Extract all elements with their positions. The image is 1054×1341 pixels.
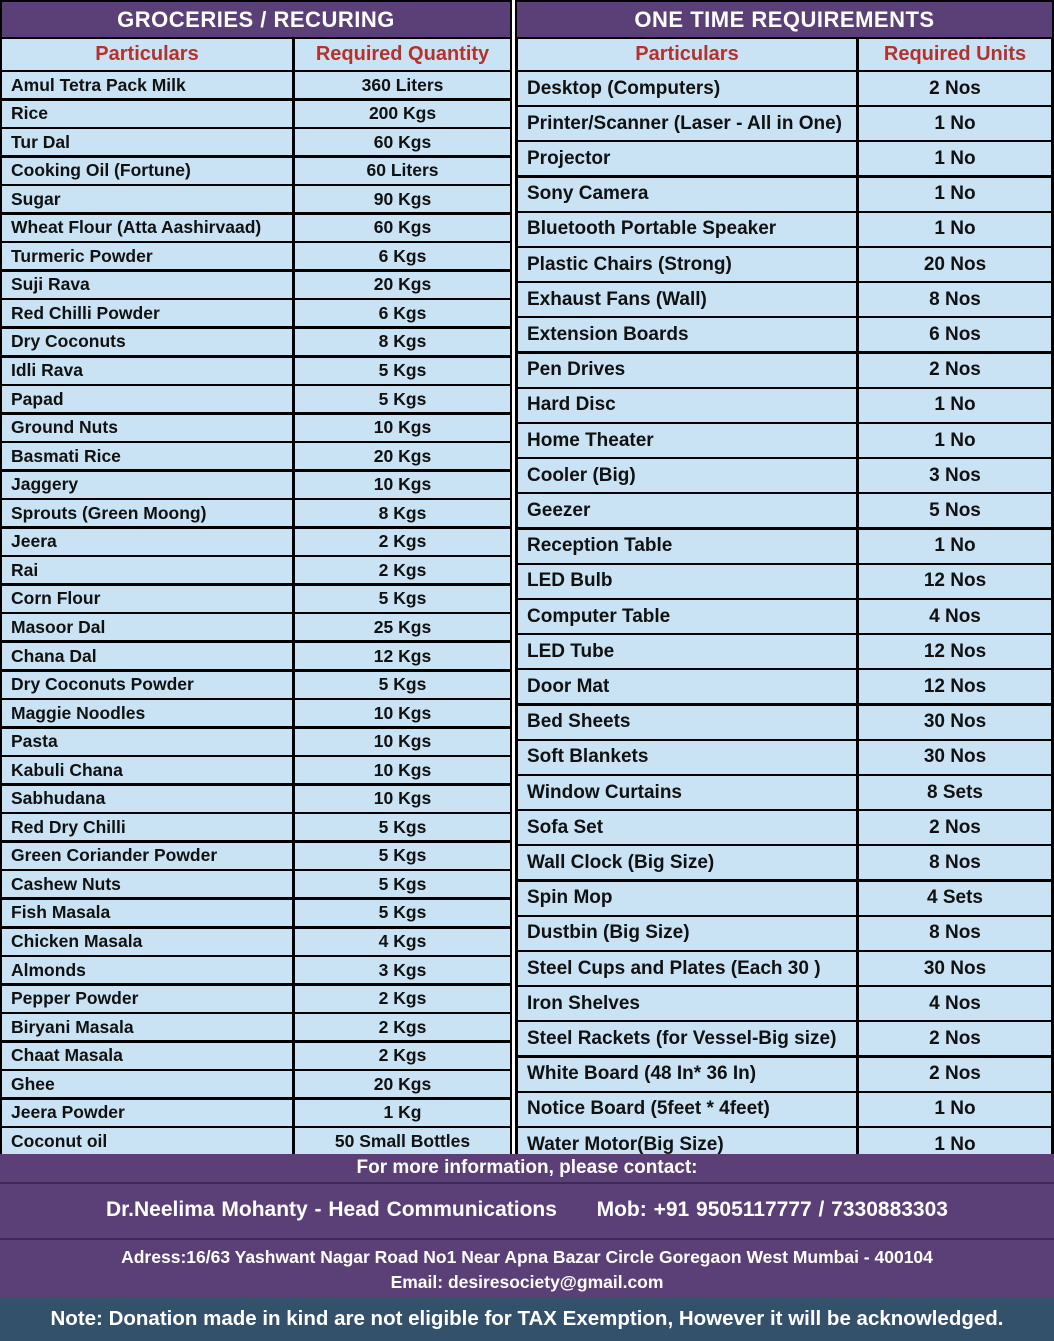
table-row (0, 900, 512, 926)
table-row (0, 1014, 512, 1040)
item-name: Chaat Masala (2, 1043, 292, 1069)
item-name: Idli Rava (2, 358, 292, 384)
item-name: Water Motor(Big Size) (518, 1128, 856, 1161)
table-row (0, 443, 512, 469)
table-row (515, 1058, 1054, 1091)
table-row (515, 318, 1054, 351)
table-row (0, 300, 512, 326)
one-time-title: ONE TIME REQUIREMENTS (517, 2, 1052, 37)
table-row (515, 142, 1054, 175)
item-name: Biryani Masala (2, 1014, 292, 1040)
table-row (0, 500, 512, 526)
item-quantity: 10 Kgs (295, 786, 510, 812)
table-row (0, 614, 512, 640)
table-row (515, 565, 1054, 598)
table-row (0, 843, 512, 869)
item-quantity: 12 Nos (859, 565, 1051, 598)
item-quantity: 60 Liters (295, 158, 510, 184)
item-quantity: 12 Nos (859, 635, 1051, 668)
item-name: Chicken Masala (2, 929, 292, 955)
item-name: Printer/Scanner (Laser - All in One) (518, 107, 856, 140)
one-time-particulars-header: Particulars (518, 39, 856, 70)
table-row (0, 1100, 512, 1126)
table-row (0, 529, 512, 555)
item-quantity: 20 Kgs (295, 272, 510, 298)
item-name: Basmati Rice (2, 443, 292, 469)
table-row (0, 415, 512, 441)
item-name: Dry Coconuts (2, 329, 292, 355)
item-quantity: 8 Kgs (295, 329, 510, 355)
item-quantity: 4 Sets (859, 882, 1051, 915)
item-name: Home Theater (518, 424, 856, 457)
item-name: Cooler (Big) (518, 459, 856, 492)
contact-prompt: For more information, please contact: (356, 1157, 698, 1178)
table-row (515, 389, 1054, 422)
groceries-table (0, 0, 512, 1154)
item-name: LED Bulb (518, 565, 856, 598)
item-quantity: 10 Kgs (295, 700, 510, 726)
table-row (0, 186, 512, 212)
groceries-particulars-header: Particulars (2, 39, 292, 70)
item-name: Sabhudana (2, 786, 292, 812)
item-quantity: 2 Kgs (295, 1014, 510, 1040)
table-row (0, 386, 512, 412)
item-quantity: 200 Kgs (295, 101, 510, 127)
table-row (515, 917, 1054, 950)
item-name: Rice (2, 101, 292, 127)
table-row (515, 213, 1054, 246)
table-row (0, 72, 512, 98)
item-name: Desktop (Computers) (518, 72, 856, 105)
item-name: Masoor Dal (2, 614, 292, 640)
table-row (515, 530, 1054, 563)
item-name: Bed Sheets (518, 706, 856, 739)
item-name: Cooking Oil (Fortune) (2, 158, 292, 184)
contact-person: Dr.Neelima Mohanty - Head Communications (106, 1198, 557, 1221)
item-name: Turmeric Powder (2, 243, 292, 269)
item-quantity: 8 Nos (859, 283, 1051, 316)
table-row (0, 700, 512, 726)
item-name: Reception Table (518, 530, 856, 563)
item-name: Amul Tetra Pack Milk (2, 72, 292, 98)
item-name: Dry Coconuts Powder (2, 672, 292, 698)
item-quantity: 30 Nos (859, 706, 1051, 739)
item-name: Jeera (2, 529, 292, 555)
item-quantity: 1 No (859, 530, 1051, 563)
one-time-requirements-table (515, 0, 1054, 1154)
item-name: Pen Drives (518, 354, 856, 387)
item-quantity: 5 Kgs (295, 586, 510, 612)
item-name: Jaggery (2, 472, 292, 498)
groceries-title: GROCERIES / RECURING (2, 2, 510, 37)
item-quantity: 8 Nos (859, 846, 1051, 879)
table-row (0, 1128, 512, 1154)
item-name: Fish Masala (2, 900, 292, 926)
contact-footer (0, 1154, 1054, 1341)
table-row (515, 1022, 1054, 1055)
item-quantity: 1 No (859, 424, 1051, 457)
item-name: Dustbin (Big Size) (518, 917, 856, 950)
table-row (515, 72, 1054, 105)
item-quantity: 3 Nos (859, 459, 1051, 492)
contact-mobile: Mob: +91 9505117777 / 7330883303 (596, 1198, 948, 1221)
item-quantity: 12 Kgs (295, 643, 510, 669)
item-quantity: 8 Sets (859, 776, 1051, 809)
item-name: Exhaust Fans (Wall) (518, 283, 856, 316)
one-time-units-header: Required Units (859, 39, 1051, 70)
item-name: Soft Blankets (518, 741, 856, 774)
item-quantity: 1 No (859, 389, 1051, 422)
contact-email[interactable]: Email: desiresociety@gmail.com (390, 1272, 664, 1292)
item-name: Tur Dal (2, 129, 292, 155)
table-row (515, 741, 1054, 774)
item-quantity: 10 Kgs (295, 415, 510, 441)
table-row (0, 757, 512, 783)
item-quantity: 1 No (859, 1093, 1051, 1126)
item-name: Red Dry Chilli (2, 814, 292, 840)
item-quantity: 5 Kgs (295, 814, 510, 840)
item-name: Sprouts (Green Moong) (2, 500, 292, 526)
table-row (515, 459, 1054, 492)
item-quantity: 360 Liters (295, 72, 510, 98)
item-quantity: 20 Nos (859, 248, 1051, 281)
item-name: White Board (48 In* 36 In) (518, 1058, 856, 1091)
item-quantity: 4 Nos (859, 987, 1051, 1020)
item-name: Wheat Flour (Atta Aashirvaad) (2, 215, 292, 241)
table-row (515, 283, 1054, 316)
item-quantity: 1 No (859, 213, 1051, 246)
table-row (515, 494, 1054, 527)
item-name: Chana Dal (2, 643, 292, 669)
item-name: Hard Disc (518, 389, 856, 422)
table-row (515, 811, 1054, 844)
item-name: Ground Nuts (2, 415, 292, 441)
item-name: Bluetooth Portable Speaker (518, 213, 856, 246)
item-quantity: 2 Kgs (295, 529, 510, 555)
item-name: Door Mat (518, 670, 856, 703)
table-row (0, 1071, 512, 1097)
item-quantity: 4 Nos (859, 600, 1051, 633)
item-name: Jeera Powder (2, 1100, 292, 1126)
item-quantity: 5 Kgs (295, 900, 510, 926)
item-quantity: 60 Kgs (295, 129, 510, 155)
item-name: Sony Camera (518, 178, 856, 211)
table-row (515, 354, 1054, 387)
item-quantity: 6 Kgs (295, 300, 510, 326)
item-name: Almonds (2, 957, 292, 983)
footer-divider (0, 1238, 1054, 1240)
item-quantity: 1 No (859, 1128, 1051, 1161)
item-quantity: 25 Kgs (295, 614, 510, 640)
item-name: Notice Board (5feet * 4feet) (518, 1093, 856, 1126)
footer-divider (0, 1182, 1054, 1184)
item-quantity: 2 Nos (859, 1058, 1051, 1091)
item-name: Maggie Noodles (2, 700, 292, 726)
table-row (515, 706, 1054, 739)
item-quantity: 5 Kgs (295, 672, 510, 698)
table-row (0, 672, 512, 698)
item-quantity: 2 Nos (859, 354, 1051, 387)
item-quantity: 1 No (859, 142, 1051, 175)
item-name: Plastic Chairs (Strong) (518, 248, 856, 281)
item-quantity: 5 Kgs (295, 358, 510, 384)
item-quantity: 1 Kg (295, 1100, 510, 1126)
item-name: Spin Mop (518, 882, 856, 915)
item-quantity: 8 Nos (859, 917, 1051, 950)
item-quantity: 60 Kgs (295, 215, 510, 241)
table-row (0, 215, 512, 241)
item-quantity: 20 Kgs (295, 1071, 510, 1097)
item-quantity: 2 Kgs (295, 557, 510, 583)
table-row (0, 358, 512, 384)
item-quantity: 3 Kgs (295, 957, 510, 983)
item-name: Sofa Set (518, 811, 856, 844)
item-quantity: 30 Nos (859, 741, 1051, 774)
table-row (0, 272, 512, 298)
item-name: Green Coriander Powder (2, 843, 292, 869)
table-row (515, 248, 1054, 281)
item-quantity: 5 Nos (859, 494, 1051, 527)
item-quantity: 2 Nos (859, 811, 1051, 844)
table-row (515, 846, 1054, 879)
item-name: Extension Boards (518, 318, 856, 351)
item-quantity: 10 Kgs (295, 757, 510, 783)
table-row (515, 670, 1054, 703)
contact-address: Adress:16/63 Yashwant Nagar Road No1 Near Apna Bazar Circle Goregaon West Mumbai - 400104 (121, 1247, 933, 1267)
item-name: Rai (2, 557, 292, 583)
item-quantity: 5 Kgs (295, 386, 510, 412)
item-name: Steel Cups and Plates (Each 30 ) (518, 952, 856, 985)
table-row (515, 882, 1054, 915)
table-row (515, 424, 1054, 457)
table-row (0, 101, 512, 127)
table-row (515, 635, 1054, 668)
table-row (0, 329, 512, 355)
table-row (0, 986, 512, 1012)
item-name: Suji Rava (2, 272, 292, 298)
table-row (0, 158, 512, 184)
item-name: Wall Clock (Big Size) (518, 846, 856, 879)
item-quantity: 4 Kgs (295, 929, 510, 955)
item-name: Papad (2, 386, 292, 412)
item-name: Iron Shelves (518, 987, 856, 1020)
table-row (515, 987, 1054, 1020)
table-row (0, 871, 512, 897)
table-row (0, 1043, 512, 1069)
item-quantity: 6 Kgs (295, 243, 510, 269)
table-row (0, 129, 512, 155)
item-quantity: 10 Kgs (295, 729, 510, 755)
tax-note: Note: Donation made in kind are not eligible for TAX Exemption, However it will be acknowledged. (0, 1297, 1054, 1341)
item-name: Ghee (2, 1071, 292, 1097)
groceries-quantity-header: Required Quantity (295, 39, 510, 70)
table-row (0, 786, 512, 812)
table-row (515, 952, 1054, 985)
item-quantity: 1 No (859, 178, 1051, 211)
table-row (0, 586, 512, 612)
item-quantity: 5 Kgs (295, 843, 510, 869)
item-name: Geezer (518, 494, 856, 527)
item-quantity: 1 No (859, 107, 1051, 140)
item-quantity: 5 Kgs (295, 871, 510, 897)
item-quantity: 50 Small Bottles (295, 1128, 510, 1154)
item-name: Corn Flour (2, 586, 292, 612)
item-quantity: 2 Nos (859, 72, 1051, 105)
item-quantity: 2 Kgs (295, 1043, 510, 1069)
table-row (0, 814, 512, 840)
item-quantity: 2 Nos (859, 1022, 1051, 1055)
item-quantity: 8 Kgs (295, 500, 510, 526)
item-quantity: 30 Nos (859, 952, 1051, 985)
table-row (515, 107, 1054, 140)
table-row (0, 643, 512, 669)
item-name: LED Tube (518, 635, 856, 668)
table-row (0, 243, 512, 269)
item-name: Window Curtains (518, 776, 856, 809)
item-quantity: 10 Kgs (295, 472, 510, 498)
item-quantity: 2 Kgs (295, 986, 510, 1012)
table-row (515, 776, 1054, 809)
item-quantity: 90 Kgs (295, 186, 510, 212)
item-name: Sugar (2, 186, 292, 212)
item-name: Red Chilli Powder (2, 300, 292, 326)
table-row (0, 729, 512, 755)
item-quantity: 6 Nos (859, 318, 1051, 351)
table-row (515, 600, 1054, 633)
item-name: Computer Table (518, 600, 856, 633)
item-name: Coconut oil (2, 1128, 292, 1154)
item-name: Steel Rackets (for Vessel-Big size) (518, 1022, 856, 1055)
table-row (0, 557, 512, 583)
contact-person-line (0, 1192, 1054, 1228)
table-row (0, 472, 512, 498)
item-name: Kabuli Chana (2, 757, 292, 783)
item-quantity: 20 Kgs (295, 443, 510, 469)
item-name: Cashew Nuts (2, 871, 292, 897)
item-name: Pasta (2, 729, 292, 755)
table-row (0, 929, 512, 955)
item-name: Pepper Powder (2, 986, 292, 1012)
table-row (515, 1093, 1054, 1126)
table-row (515, 178, 1054, 211)
item-name: Projector (518, 142, 856, 175)
table-row (0, 957, 512, 983)
item-quantity: 12 Nos (859, 670, 1051, 703)
